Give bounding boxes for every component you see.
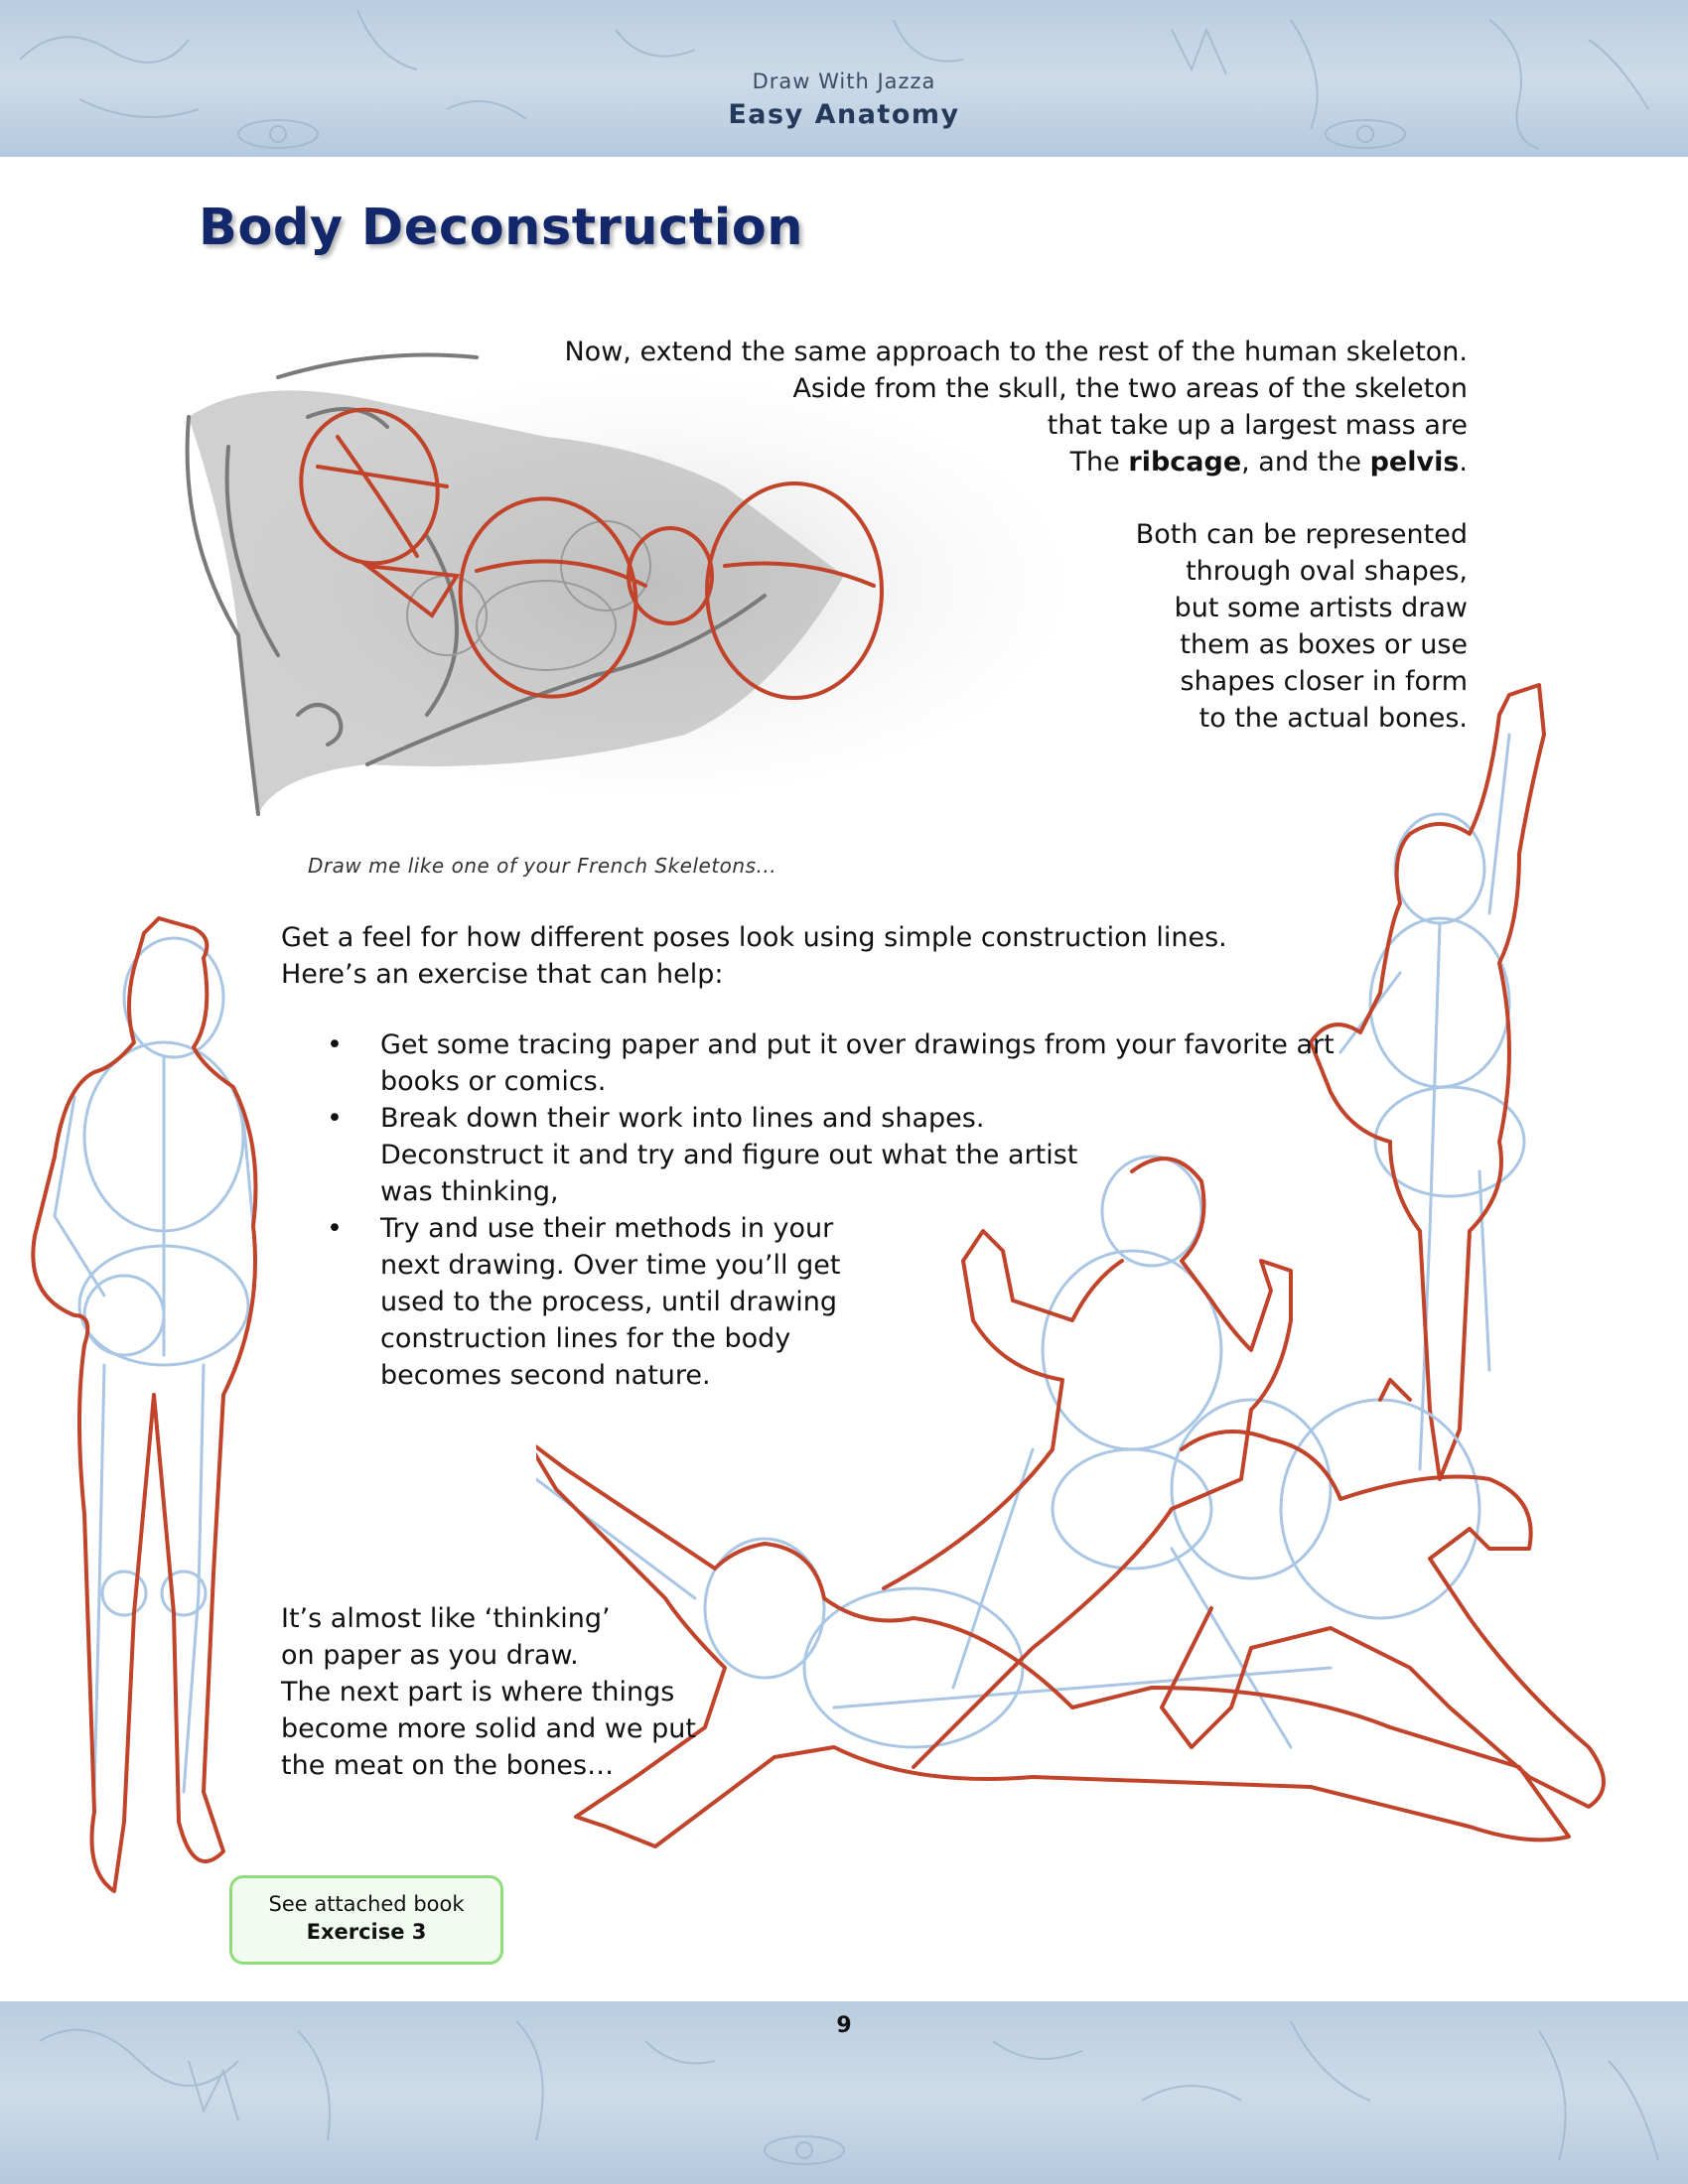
- shapes-line: to the actual bones.: [1198, 703, 1468, 734]
- intro-line-2: Aside from the skull, the two areas of the skeleton: [792, 373, 1468, 404]
- poses-line-1: Get a feel for how different poses look using simple construction lines.: [281, 922, 1227, 953]
- intro-line-4-mid: , and the: [1241, 447, 1370, 478]
- exercise-label: See attached book: [268, 1892, 465, 1916]
- header-series: Draw With Jazza: [752, 69, 936, 93]
- tip-text: Break down their work into lines and shapes. Deconstruct it and try and figure out what the artist was thinking,: [380, 1103, 1078, 1207]
- tip-item: [281, 1026, 1373, 1100]
- header-band: [0, 0, 1688, 157]
- ribcage-term: ribcage: [1128, 447, 1242, 478]
- exercise-reference-box: [229, 1875, 503, 1965]
- pelvis-term: pelvis: [1369, 447, 1460, 478]
- bullet-icon: •: [327, 1103, 343, 1134]
- thinking-line: It’s almost like ‘thinking’: [281, 1603, 611, 1634]
- exercise-number: Exercise 3: [306, 1920, 427, 1944]
- intro-line-1: Now, extend the same approach to the rest of the human skeleton.: [564, 337, 1468, 367]
- illustration-caption: Draw me like one of your French Skeletons...: [308, 854, 777, 878]
- thinking-line: on paper as you draw.: [281, 1640, 579, 1671]
- shapes-line: but some artists draw: [1174, 593, 1468, 623]
- thinking-line: the meat on the bones…: [281, 1750, 615, 1781]
- standing-figure-illustration: [15, 898, 273, 1926]
- shapes-line: shapes closer in form: [1180, 666, 1468, 697]
- tip-item: [281, 1210, 897, 1394]
- page-number: 9: [836, 2013, 852, 2038]
- bullet-icon: •: [327, 1029, 343, 1060]
- poses-section: [281, 919, 1373, 1394]
- tip-text: Try and use their methods in your next drawing. Over time you’ll get used to the process, until drawing construction lines for the body becomes second nature.: [380, 1213, 841, 1391]
- tips-list: [281, 1026, 1373, 1394]
- intro-line-4-pre: The: [1069, 447, 1129, 478]
- tip-text: Get some tracing paper and put it over drawings from your favorite art books or comics.: [380, 1029, 1335, 1097]
- intro-line-3: that take up a largest mass are: [1047, 410, 1468, 441]
- tip-item: [281, 1100, 1125, 1210]
- shapes-line: them as boxes or use: [1180, 629, 1468, 660]
- page-title: Body Deconstruction: [199, 199, 804, 257]
- intro-line-4: [514, 444, 1468, 480]
- thinking-line: The next part is where things: [281, 1677, 675, 1707]
- bullet-icon: •: [327, 1213, 343, 1244]
- intro-line-4-post: .: [1459, 447, 1468, 478]
- thinking-paragraph: [281, 1600, 837, 1784]
- poses-line-2: Here’s an exercise that can help:: [281, 959, 724, 990]
- intro-text: [514, 334, 1468, 480]
- header-book-title: Easy Anatomy: [728, 99, 960, 130]
- shapes-line: through oval shapes,: [1186, 556, 1468, 587]
- thinking-line: become more solid and we put: [281, 1713, 696, 1744]
- shapes-line: Both can be represented: [1135, 519, 1468, 550]
